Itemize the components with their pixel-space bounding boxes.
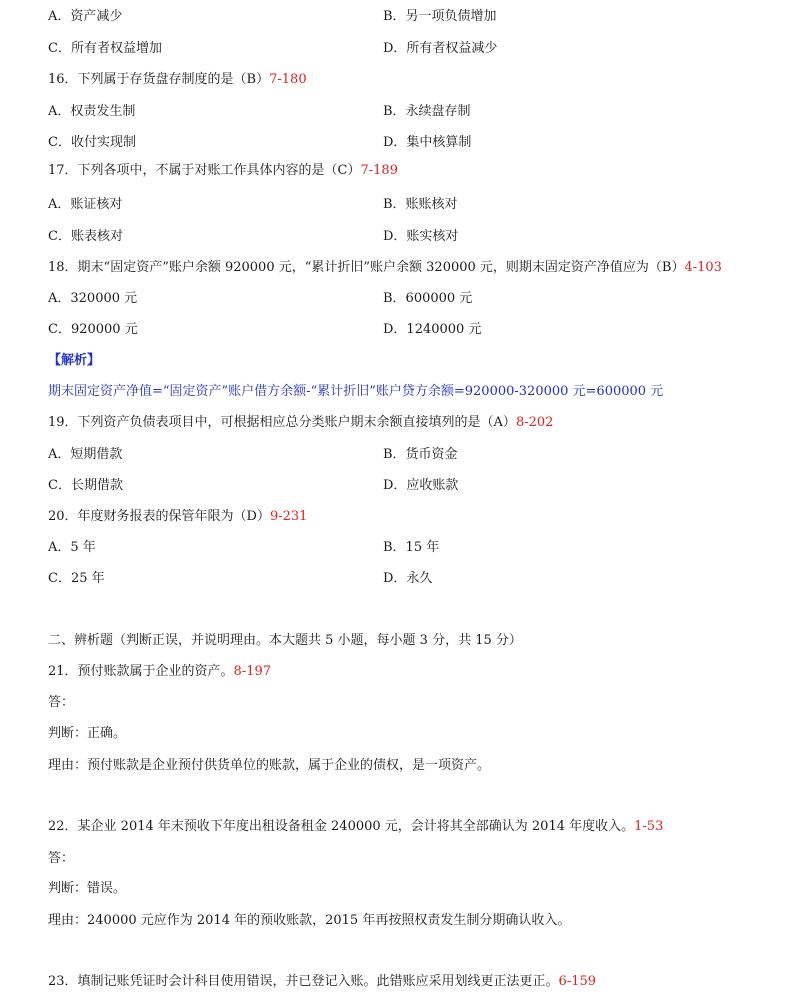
page-ref: 4-103 (684, 260, 722, 275)
page-ref: 1-53 (634, 819, 664, 834)
question-18: 18．期末“固定资产”账户余额 920000 元，“累计折旧”账户余额 320000 元，则期末固定资产净值应为（B）4-103 (48, 260, 722, 275)
reason: 理由：预付账款是企业预付供货单位的账款，属于企业的债权，是一项资产。 (48, 758, 491, 773)
option-c: C．所有者权益增加 (48, 41, 162, 56)
option-c: C．920000 元 (48, 322, 138, 337)
option-a: A．资产减少 (48, 9, 123, 24)
option-d: D．集中核算制 (383, 135, 472, 150)
option-b: B．账账核对 (383, 197, 458, 212)
option-b: B．15 年 (383, 540, 440, 555)
option-a: A．短期借款 (48, 447, 123, 462)
option-b: B．永续盘存制 (383, 104, 471, 119)
page-ref: 8-197 (233, 664, 272, 679)
page-ref: 8-202 (515, 415, 554, 430)
page-ref: 9-231 (269, 509, 308, 524)
page-ref: 7-189 (360, 163, 398, 178)
answer-label: 答： (48, 695, 75, 710)
option-c: C．账表核对 (48, 229, 123, 244)
question-20: 20．年度财务报表的保管年限为（D）9-231 (48, 509, 308, 524)
answer-label: 答： (48, 851, 75, 866)
question-19: 19．下列资产负债表项目中，可根据相应总分类账户期末余额直接填列的是（A）8-202 (48, 415, 554, 430)
option-b: B．另一项负债增加 (383, 9, 497, 24)
question-17: 17．下列各项中，不属于对账工作具体内容的是（C）7-189 (48, 163, 398, 178)
option-c: C．收付实现制 (48, 135, 136, 150)
option-d: D．永久 (383, 571, 433, 586)
option-a: A．5 年 (48, 540, 96, 555)
option-d: D．应收账款 (383, 478, 459, 493)
section-heading: 二、辨析题（判断正误，并说明理由。本大题共 5 小题，每小题 3 分，共 15 分） (48, 633, 522, 648)
option-d: D．1240000 元 (383, 322, 482, 337)
option-c: C．长期借款 (48, 478, 123, 493)
analysis-label: 【解析】 (48, 353, 101, 368)
option-a: A．账证核对 (48, 197, 123, 212)
question-21: 21．预付账款属于企业的资产。8-197 (48, 664, 272, 679)
judgment: 判断：错误。 (48, 881, 127, 896)
question-22: 22．某企业 2014 年末预收下年度出租设备租金 240000 元，会计将其全部确认为 2014 年度收入。1-53 (48, 819, 664, 834)
option-d: D．所有者权益减少 (383, 41, 498, 56)
judgment: 判断：正确。 (48, 726, 127, 741)
option-b: B．600000 元 (383, 291, 473, 306)
question-16: 16．下列属于存货盘存制度的是（B）7-180 (48, 72, 307, 87)
option-c: C．25 年 (48, 571, 105, 586)
reason: 理由：240000 元应作为 2014 年的预收账款，2015 年再按照权责发生制分期确认收入。 (48, 913, 571, 928)
question-23: 23．填制记账凭证时会计科目使用错误，并已登记入账。此错账应采用划线更正法更正。6-159 (48, 974, 597, 989)
option-a: A．320000 元 (48, 291, 138, 306)
analysis-text: 期末固定资产净值=“固定资产”账户借方余额-“累计折旧”账户贷方余额=920000-320000 元=600000 元 (48, 384, 664, 399)
page-ref: 6-159 (558, 974, 597, 989)
option-d: D．账实核对 (383, 229, 459, 244)
option-b: B．货币资金 (383, 447, 458, 462)
option-a: A．权责发生制 (48, 104, 136, 119)
page-ref: 7-180 (269, 72, 307, 87)
